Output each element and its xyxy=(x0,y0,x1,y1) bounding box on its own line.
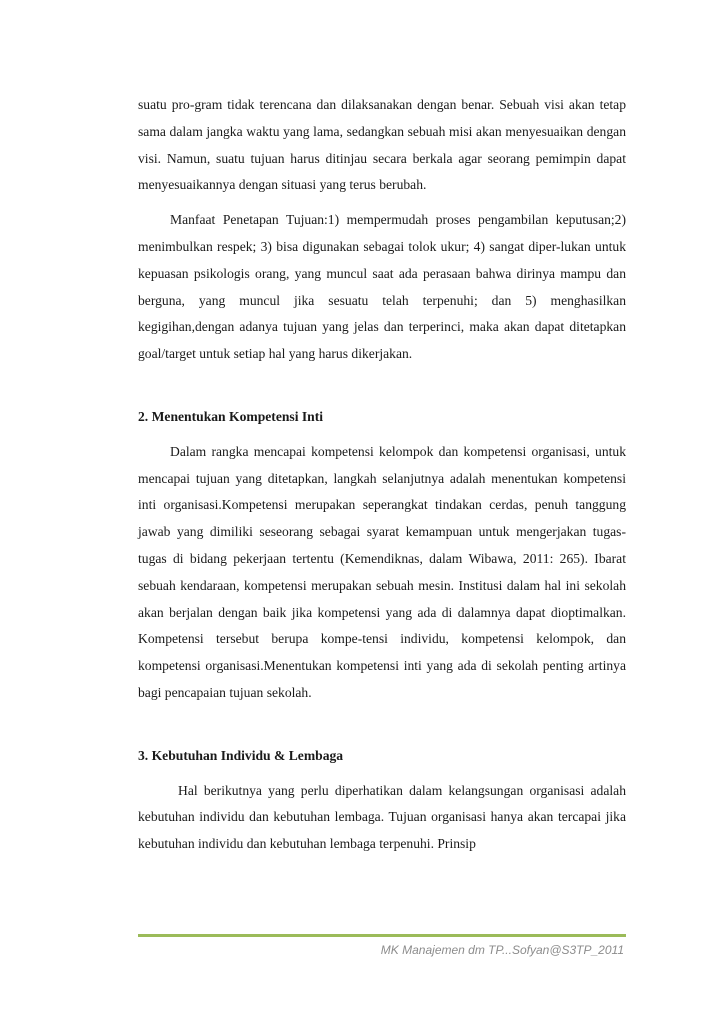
page-body xyxy=(138,92,626,858)
section-heading-kebutuhan: 3. Kebutuhan Individu & Lembaga xyxy=(138,747,344,763)
paragraph-manfaat-tujuan: Manfaat Penetapan Tujuan:1) mempermudah proses pengambilan keputusan;2) menimbulkan respek; 3) bisa digunakan sebagai tolok ukur; 4) sangat diper-lukan untuk kepuasan psikologis orang, yang muncul saat ada perasaan bahwa dirinya mampu dan berguna, yang muncul jika sesuatu telah terpenuhi; dan 5) menghasilkan kegigihan,dengan adanya tujuan yang jelas dan terperinci, maka akan dapat ditetapkan goal/target untuk setiap hal yang harus dikerjakan. xyxy=(138,212,626,362)
paragraph-kompetensi-inti: Dalam rangka mencapai kompetensi kelompok dan kompetensi organisasi, untuk mencapai tujuan yang ditetapkan, langkah selanjutnya adalah menentukan kompetensi inti organisasi.Kompetensi merupakan seperangkat tindakan cerdas, penuh tanggung jawab yang dimiliki seseorang sebagai syarat kemampuan untuk mengerjakan tugas-tugas di bidang pekerjaan tertentu (Kemendiknas, dalam Wibawa, 2011: 265). Ibarat sebuah kendaraan, kompetensi merupakan sebuah mesin. Institusi dalam hal ini sekolah akan berjalan dengan baik jika kompetensi yang ada di dalamnya dapat dioptimalkan. Kompetensi tersebut berupa kompe-tensi individu, kompetensi kelompok, dan kompetensi organisasi.Menentukan kompetensi inti yang ada di sekolah penting artinya bagi pencapaian tujuan sekolah. xyxy=(138,443,626,700)
paragraph-visi-misi: suatu pro-gram tidak terencana dan dilaksanakan dengan benar. Sebuah visi akan tetap sama dalam jangka waktu yang lama, sedangkan sebuah misi akan menyesuaikan dengan visi. Namun, suatu tujuan harus ditinjau secara berkala agar seorang pemimpin dapat menyesuaikannya dengan situasi yang terus berubah. xyxy=(138,97,626,193)
footer-caption: MK Manajemen dm TP...Sofyan@S3TP_2011 xyxy=(380,943,624,957)
paragraph-kebutuhan: Hal berikutnya yang perlu diperhatikan dalam kelangsungan organisasi adalah kebutuhan individu dan kebutuhan lembaga. Tujuan organisasi hanya akan tercapai jika kebutuhan individu dan kebutuhan lembaga terpenuhi. Prinsip xyxy=(138,782,626,852)
footer-rule xyxy=(138,934,626,937)
section-heading-kompetensi-inti: 2. Menentukan Kompetensi Inti xyxy=(138,408,324,424)
